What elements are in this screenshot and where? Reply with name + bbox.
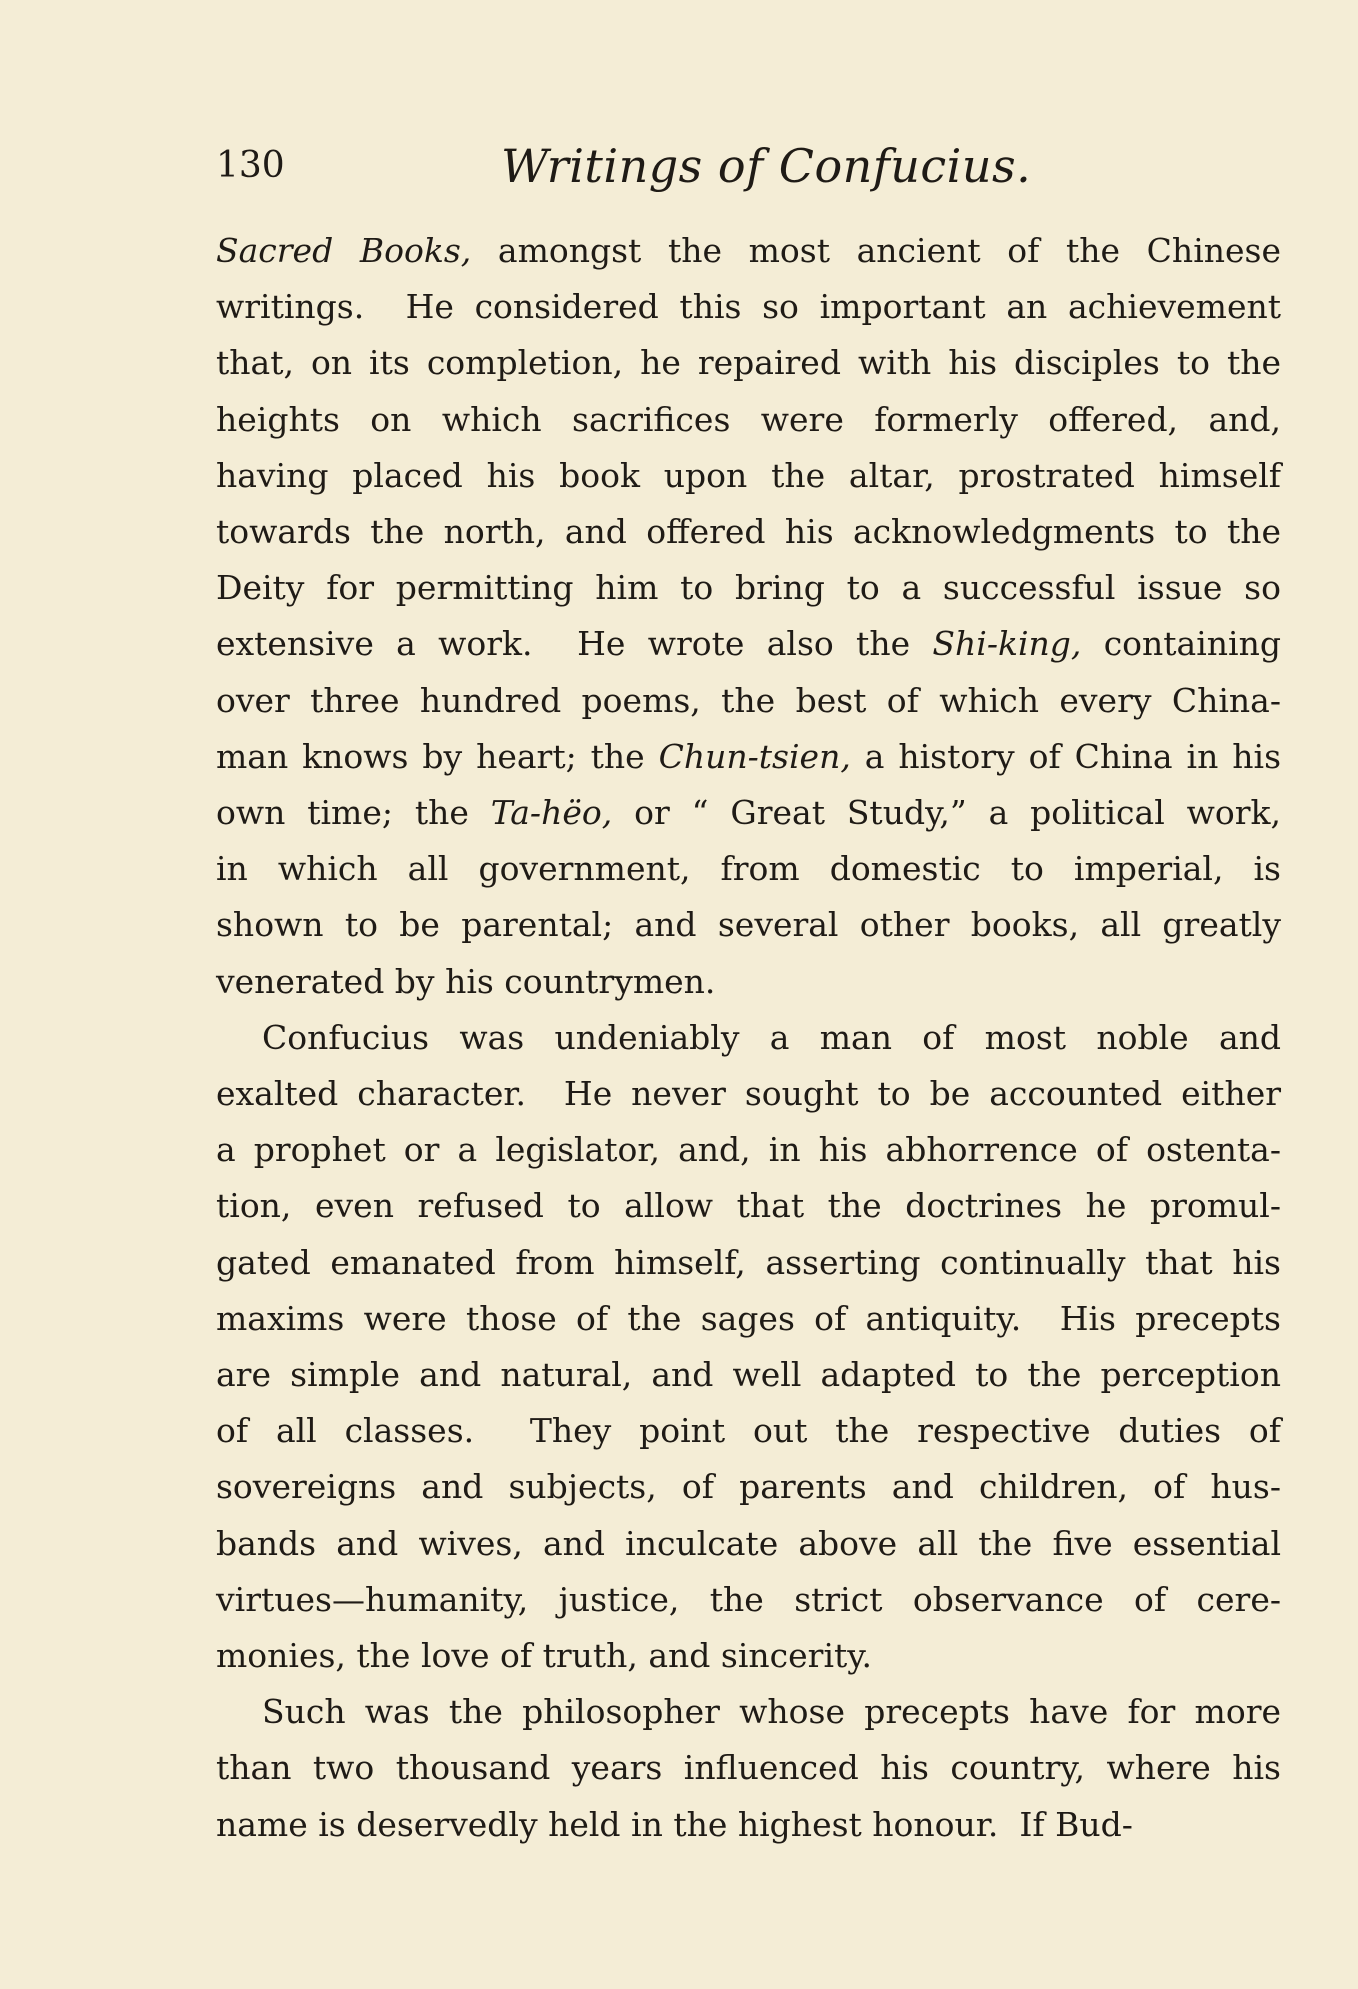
text-segment: gated emanated from himself, asserting continually that his	[216, 1242, 1281, 1282]
page-header	[216, 138, 1146, 198]
italic-title: Ta-hëo,	[490, 793, 613, 833]
text-segment: heights on which sacrifices were formerly offered, and,	[216, 399, 1281, 439]
text-line	[216, 1684, 1281, 1740]
text-segment: having placed his book upon the altar, prostrated himself	[216, 455, 1281, 495]
text-line	[216, 504, 1281, 560]
paragraph	[216, 1010, 1281, 1684]
text-segment: over three hundred poems, the best of which every China-	[216, 680, 1281, 720]
text-line	[216, 279, 1281, 335]
text-segment: Confucius was undeniably a man of most noble and	[262, 1017, 1281, 1057]
text-line	[216, 1291, 1281, 1347]
text-segment: Deity for permitting him to bring to a successful issue so	[216, 568, 1281, 608]
paragraph	[216, 1684, 1281, 1853]
text-segment: a prophet or a legislator, and, in his abhorrence of ostenta-	[216, 1130, 1281, 1170]
text-line	[216, 335, 1281, 391]
text-line	[216, 1740, 1281, 1796]
text-segment: extensive a work. He wrote also the	[216, 624, 933, 664]
text-line	[216, 1178, 1281, 1234]
text-line	[216, 1010, 1281, 1066]
text-line	[216, 1572, 1281, 1628]
text-segment: of all classes. They point out the respective duties of	[216, 1411, 1281, 1451]
text-segment: than two thousand years influenced his country, where his	[216, 1748, 1281, 1788]
text-line	[216, 1403, 1281, 1459]
text-segment: or “ Great Study,” a political work,	[612, 793, 1281, 833]
text-segment: in which all government, from domestic to imperial, is	[216, 849, 1281, 889]
text-segment: name is deservedly held in the highest honour. If Bud-	[216, 1804, 1133, 1844]
text-segment: a history of China in his	[850, 736, 1281, 776]
paragraph	[216, 223, 1281, 1010]
text-segment: bands and wives, and inculcate above all the five essential	[216, 1523, 1281, 1563]
text-line	[216, 1516, 1281, 1572]
text-segment: shown to be parental; and several other books, all greatly	[216, 905, 1281, 945]
italic-title: Shi-king,	[932, 624, 1082, 664]
body-text	[216, 223, 1281, 1853]
text-line	[216, 673, 1281, 729]
text-line	[216, 729, 1281, 785]
text-line	[216, 897, 1281, 953]
page-number: 130	[216, 145, 285, 186]
italic-title: Sacred Books,	[216, 231, 472, 270]
italic-title: Chun-tsien,	[658, 736, 851, 776]
text-segment: sovereigns and subjects, of parents and children, of hus-	[216, 1467, 1281, 1507]
text-line	[216, 560, 1281, 616]
text-segment: own time; the	[216, 793, 491, 833]
text-line	[216, 223, 1281, 279]
text-segment: venerated by his countrymen.	[216, 961, 716, 1001]
text-line	[216, 616, 1281, 672]
text-line	[216, 1459, 1281, 1515]
text-line	[216, 1347, 1281, 1403]
text-segment: are simple and natural, and well adapted to the perception	[216, 1355, 1281, 1395]
text-segment: virtues—humanity, justice, the strict observance of cere-	[216, 1579, 1281, 1619]
text-line	[216, 1797, 1281, 1853]
running-title: Writings of Confucius.	[501, 139, 1032, 193]
text-line	[216, 448, 1281, 504]
text-segment: Such was the philosopher whose precepts have for more	[262, 1692, 1281, 1732]
text-line	[216, 1628, 1281, 1684]
text-segment: that, on its completion, he repaired with his disciples to the	[216, 343, 1281, 383]
text-segment: towards the north, and offered his acknowledgments to the	[216, 512, 1281, 552]
text-segment: containing	[1081, 624, 1281, 664]
text-line	[216, 954, 1281, 1010]
text-line	[216, 1066, 1281, 1122]
text-segment: man knows by heart; the	[216, 736, 659, 776]
text-line	[216, 392, 1281, 448]
text-segment: monies, the love of truth, and sincerity.	[216, 1636, 873, 1676]
text-line	[216, 1122, 1281, 1178]
text-segment: tion, even refused to allow that the doctrines he promul-	[216, 1186, 1281, 1226]
text-segment: writings. He considered this so important an achievement	[216, 287, 1281, 327]
text-line	[216, 785, 1281, 841]
text-segment: amongst the most ancient of the Chinese	[471, 231, 1281, 270]
text-line	[216, 1235, 1281, 1291]
text-line	[216, 841, 1281, 897]
text-segment: exalted character. He never sought to be accounted either	[216, 1074, 1281, 1114]
text-segment: maxims were those of the sages of antiquity. His precepts	[216, 1298, 1281, 1338]
